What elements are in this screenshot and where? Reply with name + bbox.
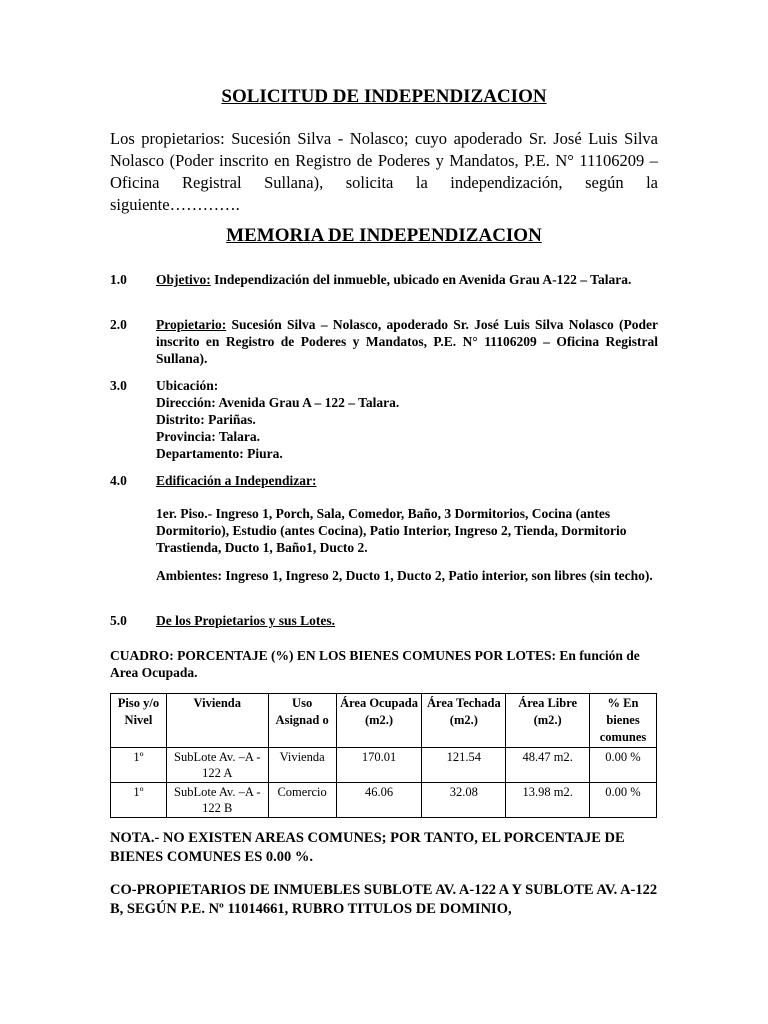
intro-paragraph: Los propietarios: Sucesión Silva - Nolasco; cuyo apoderado Sr. José Luis Silva Nolasco (Poder inscrito en Registro de Poderes y Mandatos, P.E. N° 11106209 – Oficina Registral Sullana), solicita la independización, según la siguiente…………. [110,129,658,214]
section-text: Sucesión Silva – Nolasco, apoderado Sr. José Luis Silva Nolasco (Poder inscrito en Registro de Poderes y Mandatos, P.E. N° 11106209 – Oficina Registral Sullana). [156,317,658,366]
section-number: 5.0 [110,613,127,628]
table-cell: SubLote Av. –A - 122 B [166,783,268,818]
table-header: Vivienda [166,694,268,748]
ambientes-paragraph: Ambientes: Ingreso 1, Ingreso 2, Ducto 1, Ducto 2, Patio interior, son libres (sin techo). [156,568,653,583]
table-cell: 0.00 % [590,783,657,818]
section-label: De los Propietarios y sus Lotes. [156,613,335,628]
nota-paragraph: NOTA.- NO EXISTEN AREAS COMUNES; POR TANTO, EL PORCENTAJE DE BIENES COMUNES ES 0.00 %. [110,830,625,865]
section-label: Propietario: [156,317,227,332]
table-header: Uso Asignad o [268,694,336,748]
table-cell: SubLote Av. –A - 122 A [166,748,268,783]
table-cell: 170.01 [336,748,422,783]
section-number: 3.0 [110,378,127,393]
ubicacion-line: Provincia: Talara. [156,429,261,444]
table-header: % En bienes comunes [590,694,657,748]
table-row [111,748,657,783]
ubicacion-line: Distrito: Pariñas. [156,412,256,427]
section-label: Objetivo: [156,272,211,287]
table-cell: 46.06 [336,783,422,818]
ubicacion-line: Departamento: Piura. [156,446,283,461]
section-number: 4.0 [110,473,127,488]
table-cell: 48.47 m2. [506,748,590,783]
primer-piso-paragraph: 1er. Piso.- Ingreso 1, Porch, Sala, Comedor, Baño, 3 Dormitorios, Cocina (antes Dormitorio), Estudio (antes Cocina), Patio Interior, Ingreso 2, Tienda, Dormitorio Trastienda, Ducto 1, Baño1, Ducto 2. [156,506,627,555]
cuadro-caption: CUADRO: PORCENTAJE (%) EN LOS BIENES COMUNES POR LOTES: En función de Area Ocupada. [110,648,640,680]
table-row [111,783,657,818]
table-cell: 1º [111,748,167,783]
table-cell: 1º [111,783,167,818]
table-header-row [111,694,657,748]
memoria-title: MEMORIA DE INDEPENDIZACION [226,225,542,246]
lotes-table [110,693,657,818]
section-number: 1.0 [110,272,127,287]
section-label: Edificación a Independizar: [156,473,317,488]
table-cell: 13.98 m2. [506,783,590,818]
section-text: Independización del inmueble, ubicado en Avenida Grau A-122 – Talara. [210,272,632,287]
table-cell: Comercio [268,783,336,818]
copropietarios-paragraph: CO-PROPIETARIOS DE INMUEBLES SUBLOTE AV. A-122 A Y SUBLOTE AV. A-122 B, SEGÚN P.E. Nº 11014661, RUBRO TITULOS DE DOMINIO, [110,882,658,917]
table-header: Área Techada (m2.) [422,694,506,748]
ubicacion-line: Dirección: Avenida Grau A – 122 – Talara. [156,395,400,410]
table-header: Área Ocupada (m2.) [336,694,422,748]
document-title: SOLICITUD DE INDEPENDIZACION [221,86,547,107]
table-cell: Vivienda [268,748,336,783]
section-heading: Ubicación: [156,378,219,393]
table-cell: 32.08 [422,783,506,818]
table-cell: 121.54 [422,748,506,783]
section-number: 2.0 [110,317,127,332]
table-header: Piso y/o Nivel [111,694,167,748]
table-cell: 0.00 % [590,748,657,783]
table-header: Área Libre (m2.) [506,694,590,748]
